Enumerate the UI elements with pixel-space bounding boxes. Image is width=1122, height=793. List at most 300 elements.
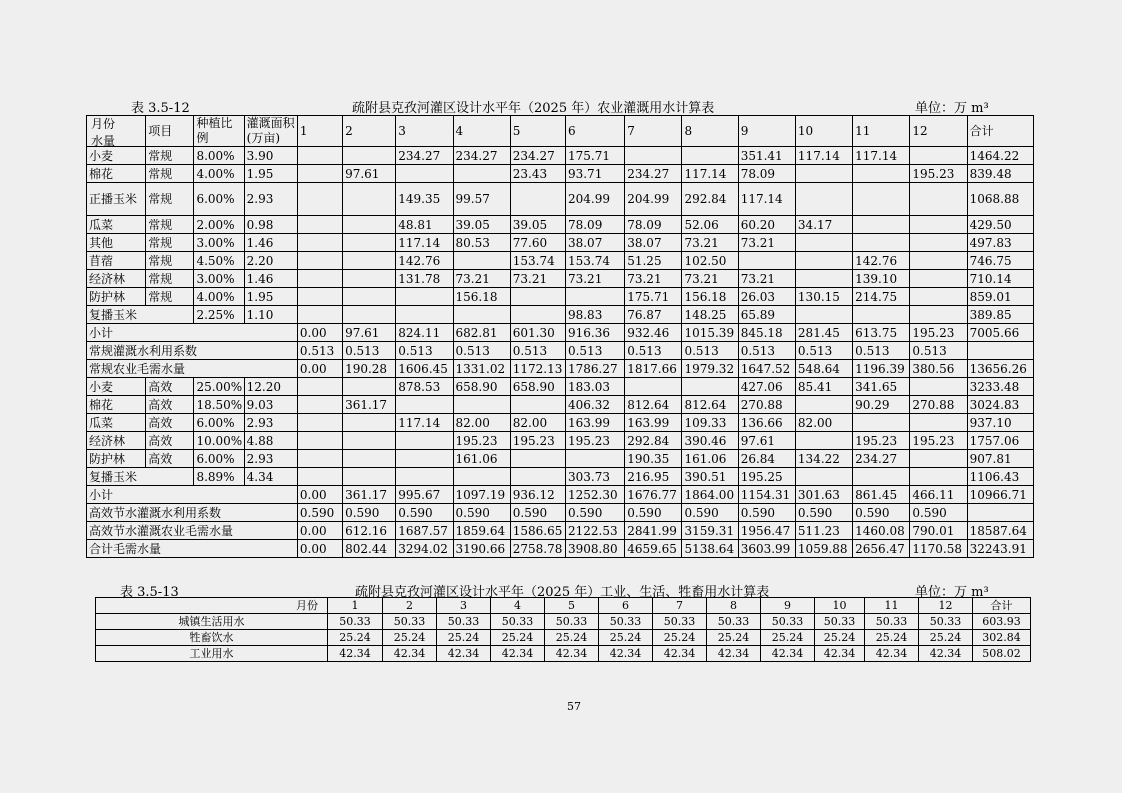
month-value <box>910 216 967 234</box>
month-value <box>910 252 967 270</box>
month-value <box>795 165 852 183</box>
table2-header-row <box>96 598 1031 614</box>
crop-area: 9.03 <box>244 396 297 414</box>
month-value <box>453 165 510 183</box>
crop-area: 1.95 <box>244 165 297 183</box>
row-total <box>967 342 1033 360</box>
page-number: 57 <box>567 700 581 713</box>
month-value: 76.87 <box>625 306 682 324</box>
month-value: 0.513 <box>795 342 852 360</box>
crop-row <box>87 432 1034 450</box>
month-value: 183.03 <box>565 378 624 396</box>
month-value: 0.590 <box>396 504 453 522</box>
crop-item: 常规 <box>146 288 194 306</box>
month-value: 73.21 <box>510 270 565 288</box>
month-value <box>910 288 967 306</box>
row-total: 603.93 <box>973 614 1031 630</box>
month-value <box>453 396 510 414</box>
month-value: 1586.65 <box>510 522 565 540</box>
crop-row <box>87 270 1034 288</box>
crop-name: 瓜菜 <box>87 414 146 432</box>
month-value <box>297 432 342 450</box>
crop-area: 2.20 <box>244 252 297 270</box>
month-value <box>297 252 342 270</box>
summary-row <box>87 522 1034 540</box>
crop-name: 经济林 <box>87 432 146 450</box>
header-total: 合计 <box>973 598 1031 614</box>
month-value: 195.23 <box>510 432 565 450</box>
crop-ratio: 18.50% <box>194 396 244 414</box>
month-value <box>565 288 624 306</box>
crop-area: 2.93 <box>244 450 297 468</box>
row-total <box>967 504 1033 522</box>
month-value: 73.21 <box>682 234 738 252</box>
header-month: 6 <box>599 598 653 614</box>
month-value: 25.24 <box>865 630 919 646</box>
month-value: 25.24 <box>761 630 815 646</box>
crop-item: 常规 <box>146 165 194 183</box>
row-total: 302.84 <box>973 630 1031 646</box>
table1-caption-id: 表 3.5-12 <box>131 101 190 116</box>
month-value: 149.35 <box>396 183 453 216</box>
month-value: 1097.19 <box>453 486 510 504</box>
crop-area: 12.20 <box>244 378 297 396</box>
summary-label: 常规农业毛需水量 <box>87 360 298 378</box>
crop-row <box>87 396 1034 414</box>
water-use-row <box>96 646 1031 662</box>
month-value: 73.21 <box>682 270 738 288</box>
month-value: 99.57 <box>453 183 510 216</box>
month-value <box>565 450 624 468</box>
month-value <box>682 147 738 165</box>
header-month: 5 <box>510 116 565 147</box>
header-month: 7 <box>625 116 682 147</box>
month-value: 73.21 <box>738 234 795 252</box>
month-value: 234.27 <box>510 147 565 165</box>
table1-header-row <box>87 116 1034 147</box>
month-value <box>510 306 565 324</box>
month-value <box>795 234 852 252</box>
header-area: 灌溉面积(万亩) <box>244 116 297 147</box>
month-value: 341.65 <box>853 378 910 396</box>
month-value: 292.84 <box>682 183 738 216</box>
month-value <box>343 468 396 486</box>
month-value: 4659.65 <box>625 540 682 558</box>
month-value: 1864.00 <box>682 486 738 504</box>
month-value: 390.51 <box>682 468 738 486</box>
month-value: 0.00 <box>297 540 342 558</box>
month-value: 80.53 <box>453 234 510 252</box>
month-value <box>625 147 682 165</box>
header-month: 2 <box>343 116 396 147</box>
month-value: 109.33 <box>682 414 738 432</box>
month-value: 42.34 <box>653 646 707 662</box>
summary-row <box>87 360 1034 378</box>
month-value: 548.64 <box>795 360 852 378</box>
month-value: 97.61 <box>343 165 396 183</box>
header-month: 10 <box>795 116 852 147</box>
header-item: 项目 <box>146 116 194 147</box>
month-value <box>396 306 453 324</box>
month-value: 50.33 <box>599 614 653 630</box>
month-value <box>510 450 565 468</box>
month-value: 42.34 <box>437 646 491 662</box>
table1-unit: 单位：万 m³ <box>915 101 989 116</box>
month-value: 0.513 <box>297 342 342 360</box>
month-value: 995.67 <box>396 486 453 504</box>
month-value: 117.14 <box>795 147 852 165</box>
summary-row <box>87 324 1034 342</box>
row-total: 1068.88 <box>967 183 1033 216</box>
crop-ratio: 6.00% <box>194 414 244 432</box>
month-value <box>795 183 852 216</box>
month-value: 48.81 <box>396 216 453 234</box>
month-value: 136.66 <box>738 414 795 432</box>
header-month: 8 <box>682 116 738 147</box>
category-name: 城镇生活用水 <box>96 614 328 630</box>
month-value: 270.88 <box>738 396 795 414</box>
month-value: 42.34 <box>815 646 865 662</box>
month-value: 812.64 <box>682 396 738 414</box>
month-value <box>343 270 396 288</box>
month-value: 0.00 <box>297 360 342 378</box>
month-value: 50.33 <box>707 614 761 630</box>
month-value: 0.513 <box>565 342 624 360</box>
summary-row <box>87 486 1034 504</box>
month-value: 50.33 <box>919 614 973 630</box>
crop-item: 高效 <box>146 378 194 396</box>
month-value: 0.590 <box>625 504 682 522</box>
month-value: 50.33 <box>383 614 437 630</box>
month-value: 361.17 <box>343 396 396 414</box>
table1-title: 疏附县克孜河灌区设计水平年（2025 年）农业灌溉用水计算表 <box>352 101 715 116</box>
month-value: 0.513 <box>682 342 738 360</box>
month-value: 117.14 <box>396 234 453 252</box>
month-value: 234.27 <box>396 147 453 165</box>
month-value <box>343 432 396 450</box>
month-value: 234.27 <box>625 165 682 183</box>
month-value: 117.14 <box>396 414 453 432</box>
crop-item: 高效 <box>146 414 194 432</box>
crop-name: 经济林 <box>87 270 146 288</box>
row-total: 7005.66 <box>967 324 1033 342</box>
diagonal-header-label: 月份 <box>91 117 116 131</box>
month-value: 82.00 <box>510 414 565 432</box>
month-value: 1460.08 <box>853 522 910 540</box>
crop-area: 1.46 <box>244 234 297 252</box>
month-value: 427.06 <box>738 378 795 396</box>
month-value: 25.24 <box>919 630 973 646</box>
month-value <box>795 396 852 414</box>
month-value: 3603.99 <box>738 540 795 558</box>
month-value: 270.88 <box>910 396 967 414</box>
crop-area: 0.98 <box>244 216 297 234</box>
row-total: 18587.64 <box>967 522 1033 540</box>
header-month: 3 <box>437 598 491 614</box>
summary-row <box>87 540 1034 558</box>
month-value <box>297 414 342 432</box>
month-value: 916.36 <box>565 324 624 342</box>
month-value: 658.90 <box>510 378 565 396</box>
month-value: 38.07 <box>625 234 682 252</box>
row-total: 389.85 <box>967 306 1033 324</box>
month-value <box>343 234 396 252</box>
month-value: 139.10 <box>853 270 910 288</box>
month-value: 613.75 <box>853 324 910 342</box>
month-value: 195.23 <box>910 432 967 450</box>
month-value: 73.21 <box>453 270 510 288</box>
month-value: 60.20 <box>738 216 795 234</box>
header-month: 5 <box>545 598 599 614</box>
month-value: 90.29 <box>853 396 910 414</box>
month-value: 361.17 <box>343 486 396 504</box>
month-value: 0.513 <box>453 342 510 360</box>
month-value: 93.71 <box>565 165 624 183</box>
month-value <box>343 183 396 216</box>
month-value: 190.28 <box>343 360 396 378</box>
crop-row <box>87 468 1034 486</box>
crop-ratio: 3.00% <box>194 270 244 288</box>
table2-title: 疏附县克孜河灌区设计水平年（2025 年）工业、生活、牲畜用水计算表 <box>355 585 770 600</box>
crop-area: 4.88 <box>244 432 297 450</box>
crop-name: 瓜菜 <box>87 216 146 234</box>
header-month: 12 <box>919 598 973 614</box>
month-value: 1979.32 <box>682 360 738 378</box>
month-value <box>396 396 453 414</box>
month-value: 1196.39 <box>853 360 910 378</box>
month-value: 2841.99 <box>625 522 682 540</box>
month-value: 612.16 <box>343 522 396 540</box>
header-month: 10 <box>815 598 865 614</box>
month-value: 1331.02 <box>453 360 510 378</box>
month-value <box>343 414 396 432</box>
crop-row <box>87 252 1034 270</box>
crop-item: 常规 <box>146 147 194 165</box>
month-value: 65.89 <box>738 306 795 324</box>
month-value <box>910 183 967 216</box>
month-value: 195.25 <box>738 468 795 486</box>
crop-ratio: 4.00% <box>194 288 244 306</box>
crop-name: 苜蓿 <box>87 252 146 270</box>
month-value <box>297 288 342 306</box>
month-value <box>853 306 910 324</box>
crop-row <box>87 288 1034 306</box>
month-value: 42.34 <box>865 646 919 662</box>
month-value: 25.24 <box>707 630 761 646</box>
month-value: 845.18 <box>738 324 795 342</box>
industry-living-livestock-table <box>95 597 1031 662</box>
row-total: 710.14 <box>967 270 1033 288</box>
month-value: 932.46 <box>625 324 682 342</box>
month-value <box>795 252 852 270</box>
crop-area: 4.34 <box>244 468 297 486</box>
summary-label: 合计毛需水量 <box>87 540 298 558</box>
month-value: 2758.78 <box>510 540 565 558</box>
month-value: 878.53 <box>396 378 453 396</box>
month-value: 26.84 <box>738 450 795 468</box>
month-value: 42.34 <box>599 646 653 662</box>
month-value <box>853 183 910 216</box>
month-value: 134.22 <box>795 450 852 468</box>
crop-name: 棉花 <box>87 165 146 183</box>
month-value: 97.61 <box>343 324 396 342</box>
month-value <box>297 306 342 324</box>
header-month: 4 <box>453 116 510 147</box>
month-value: 1786.27 <box>565 360 624 378</box>
crop-row <box>87 234 1034 252</box>
month-value: 1647.52 <box>738 360 795 378</box>
row-total: 937.10 <box>967 414 1033 432</box>
month-value: 130.15 <box>795 288 852 306</box>
month-value: 0.590 <box>738 504 795 522</box>
month-value <box>343 216 396 234</box>
month-value <box>510 396 565 414</box>
crop-item: 常规 <box>146 183 194 216</box>
month-value <box>343 288 396 306</box>
crop-name: 小麦 <box>87 147 146 165</box>
month-value: 51.25 <box>625 252 682 270</box>
month-value <box>453 306 510 324</box>
month-value: 292.84 <box>625 432 682 450</box>
header-ratio: 种植比例 <box>194 116 244 147</box>
month-value: 0.513 <box>853 342 910 360</box>
month-value: 34.17 <box>795 216 852 234</box>
header-total: 合计 <box>967 116 1033 147</box>
month-value <box>910 414 967 432</box>
month-value: 0.513 <box>343 342 396 360</box>
month-value <box>297 165 342 183</box>
header-month: 7 <box>653 598 707 614</box>
month-value: 0.590 <box>297 504 342 522</box>
header-month: 12 <box>910 116 967 147</box>
month-value <box>910 234 967 252</box>
table2-caption-id: 表 3.5-13 <box>120 585 179 600</box>
month-value: 153.74 <box>565 252 624 270</box>
month-value: 812.64 <box>625 396 682 414</box>
month-value: 42.34 <box>707 646 761 662</box>
month-value: 102.50 <box>682 252 738 270</box>
header-month: 2 <box>383 598 437 614</box>
month-value: 25.24 <box>437 630 491 646</box>
header-month: 11 <box>865 598 919 614</box>
month-value: 0.513 <box>738 342 795 360</box>
month-value: 0.590 <box>453 504 510 522</box>
month-value <box>910 270 967 288</box>
month-value: 1676.77 <box>625 486 682 504</box>
month-value <box>910 468 967 486</box>
row-total: 13656.26 <box>967 360 1033 378</box>
header-month: 8 <box>707 598 761 614</box>
crop-area: 2.93 <box>244 414 297 432</box>
row-total: 746.75 <box>967 252 1033 270</box>
month-value: 50.33 <box>761 614 815 630</box>
month-value: 78.09 <box>565 216 624 234</box>
crop-item: 高效 <box>146 432 194 450</box>
header-month: 6 <box>565 116 624 147</box>
month-value: 156.18 <box>453 288 510 306</box>
row-total: 497.83 <box>967 234 1033 252</box>
crop-area: 3.90 <box>244 147 297 165</box>
header-month: 1 <box>297 116 342 147</box>
crop-area: 1.95 <box>244 288 297 306</box>
month-value: 52.06 <box>682 216 738 234</box>
month-value <box>297 270 342 288</box>
crop-name: 小麦 <box>87 378 146 396</box>
month-value <box>297 450 342 468</box>
month-value: 142.76 <box>853 252 910 270</box>
crop-name: 其他 <box>87 234 146 252</box>
month-value <box>396 468 453 486</box>
month-value <box>343 378 396 396</box>
diagonal-header-label: 月份 <box>296 599 318 612</box>
month-value: 0.590 <box>795 504 852 522</box>
month-value: 303.73 <box>565 468 624 486</box>
crop-ratio: 6.00% <box>194 450 244 468</box>
crop-ratio: 2.25% <box>194 306 244 324</box>
month-value: 216.95 <box>625 468 682 486</box>
month-value: 861.45 <box>853 486 910 504</box>
month-value: 0.00 <box>297 522 342 540</box>
month-value: 0.590 <box>682 504 738 522</box>
crop-ratio: 8.89% <box>194 468 244 486</box>
month-value: 1172.13 <box>510 360 565 378</box>
month-value <box>297 147 342 165</box>
crop-item: 常规 <box>146 234 194 252</box>
table2-unit: 单位：万 m³ <box>915 585 989 600</box>
month-value <box>396 432 453 450</box>
month-value: 3190.66 <box>453 540 510 558</box>
crop-ratio: 3.00% <box>194 234 244 252</box>
crop-name: 正播玉米 <box>87 183 146 216</box>
crop-item: 常规 <box>146 252 194 270</box>
month-value <box>396 450 453 468</box>
month-value: 351.41 <box>738 147 795 165</box>
month-value: 234.27 <box>853 450 910 468</box>
month-value <box>853 468 910 486</box>
crop-item: 高效 <box>146 396 194 414</box>
month-value: 117.14 <box>738 183 795 216</box>
month-value <box>343 147 396 165</box>
crop-item: 常规 <box>146 270 194 288</box>
month-value: 234.27 <box>453 147 510 165</box>
crop-row <box>87 183 1034 216</box>
month-value: 73.21 <box>625 270 682 288</box>
month-value: 39.05 <box>453 216 510 234</box>
month-value: 50.33 <box>865 614 919 630</box>
month-value: 156.18 <box>682 288 738 306</box>
month-value: 1687.57 <box>396 522 453 540</box>
row-total: 839.48 <box>967 165 1033 183</box>
row-total: 1464.22 <box>967 147 1033 165</box>
crop-row <box>87 450 1034 468</box>
row-total: 3024.83 <box>967 396 1033 414</box>
month-value: 195.23 <box>910 165 967 183</box>
header-month: 1 <box>328 598 383 614</box>
summary-label: 小计 <box>87 324 298 342</box>
month-value: 50.33 <box>328 614 383 630</box>
month-value: 466.11 <box>910 486 967 504</box>
row-total: 1757.06 <box>967 432 1033 450</box>
month-value: 50.33 <box>491 614 545 630</box>
month-value: 1606.45 <box>396 360 453 378</box>
month-value: 802.44 <box>343 540 396 558</box>
month-value <box>453 468 510 486</box>
month-value: 281.45 <box>795 324 852 342</box>
month-value: 25.24 <box>328 630 383 646</box>
month-value: 42.34 <box>491 646 545 662</box>
month-value: 0.513 <box>625 342 682 360</box>
month-value: 390.46 <box>682 432 738 450</box>
